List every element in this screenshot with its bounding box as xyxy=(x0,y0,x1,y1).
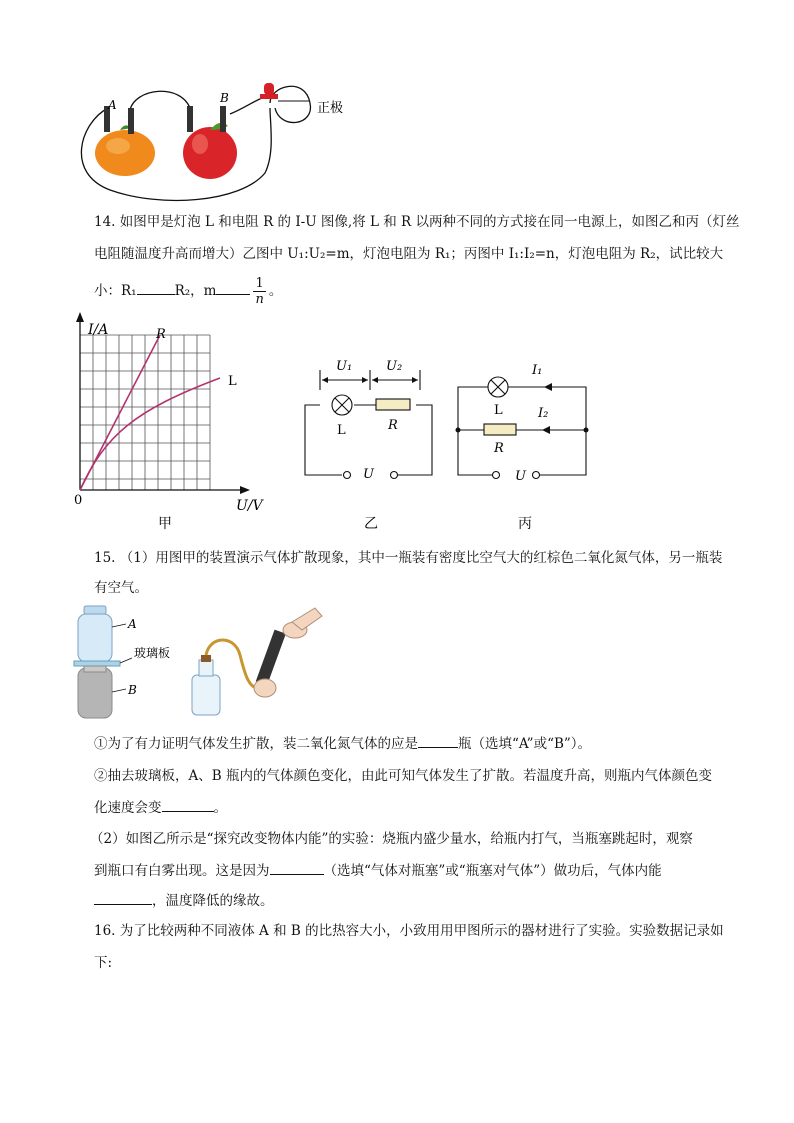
q15-p2-line1: （2）如图乙所示是“探究改变物体内能”的实验：烧瓶内盛少量水，给瓶内打气，当瓶塞跳起时，观察 xyxy=(90,831,693,847)
q14-line3-a: 小：R₁ xyxy=(94,283,137,299)
label-b: B xyxy=(220,91,229,105)
bottle-a-label: A xyxy=(128,617,137,631)
q14-line3 xyxy=(94,276,282,307)
caption-yi: 乙 xyxy=(364,516,378,532)
bing-lamp: L xyxy=(494,403,503,418)
fruit-battery-figure xyxy=(70,78,360,208)
answer-blank-r[interactable] xyxy=(137,280,175,295)
q14-line3-b: R₂，m xyxy=(174,283,217,299)
answer-blank-speed[interactable] xyxy=(162,797,214,812)
q14-line1: 14. 如图甲是灯泡 L 和电阻 R 的 I-U 图像,将 L 和 R 以两种不同的方式接在同一电源上，如图乙和丙（灯丝 xyxy=(94,214,740,230)
q15-p2-line3: ，温度降低的缘故。 xyxy=(94,890,274,911)
label-a: A xyxy=(108,98,117,112)
caption-jia: 甲 xyxy=(158,516,172,532)
q16-line2: 下: xyxy=(94,955,113,971)
yi-u2: U₂ xyxy=(386,359,403,374)
q15-line1: 15. （1）用图甲的装置演示气体扩散现象，其中一瓶装有密度比空气大的红棕色二氧化氮气体，另一瓶装 xyxy=(94,550,723,566)
diffusion-figure xyxy=(70,600,340,725)
q15-line2: 有空气。 xyxy=(94,580,148,596)
graph-xlabel: U/V xyxy=(236,498,263,514)
answer-blank-energy[interactable] xyxy=(94,890,152,905)
iu-graph-figure xyxy=(60,310,620,540)
q15-p2-line2: 到瓶口有白雾出现。这是因为 （选填“气体对瓶塞”或“瓶塞对气体”）做功后，气体内能 xyxy=(94,860,662,881)
curve-l-label: L xyxy=(228,374,237,389)
q15-s2-line2: 化速度会变 。 xyxy=(94,797,227,818)
graph-origin: 0 xyxy=(74,493,83,508)
fraction-one-over-n: $\frac{1}{n}$ xyxy=(255,276,264,307)
q14-line3-end: 。 xyxy=(268,283,283,299)
yi-lamp: L xyxy=(337,423,346,438)
yi-resistor: R xyxy=(388,418,398,433)
bing-u: U xyxy=(515,469,526,484)
answer-blank-work[interactable] xyxy=(270,860,324,875)
q15-s2-line1: ②抽去玻璃板，A、B 瓶内的气体颜色变化，由此可知气体发生了扩散。若温度升高，则瓶内气体颜色变 xyxy=(94,768,712,784)
answer-blank-bottle[interactable] xyxy=(418,733,458,748)
label-positive: 正极 xyxy=(317,101,344,116)
bing-i2: I₂ xyxy=(538,406,549,421)
bing-i1: I₁ xyxy=(532,363,543,378)
bottle-b-label: B xyxy=(128,683,137,697)
caption-bing: 丙 xyxy=(518,516,532,532)
q16-line1: 16. 为了比较两种不同液体 A 和 B 的比热容大小，小致用用甲图所示的器材进行了实验。实验数据记录如 xyxy=(94,923,724,939)
glass-plate-label: 玻璃板 xyxy=(134,646,171,660)
bing-resistor: R xyxy=(494,441,504,456)
yi-u1: U₁ xyxy=(336,359,353,374)
graph-ylabel: I/A xyxy=(88,322,109,338)
q14-line2: 电阻随温度升高而增大）乙图中 U₁:U₂=m，灯泡电阻为 R₁；丙图中 I₁:I₂=n，灯泡电阻为 R₂，试比较大 xyxy=(94,246,724,262)
q15-s1: ①为了有力证明气体发生扩散，装二氧化氮气体的应是 瓶（选填“A”或“B”）。 xyxy=(94,733,591,754)
curve-r-label: R xyxy=(156,327,166,342)
answer-blank-m[interactable] xyxy=(216,280,250,295)
yi-u: U xyxy=(363,467,374,482)
